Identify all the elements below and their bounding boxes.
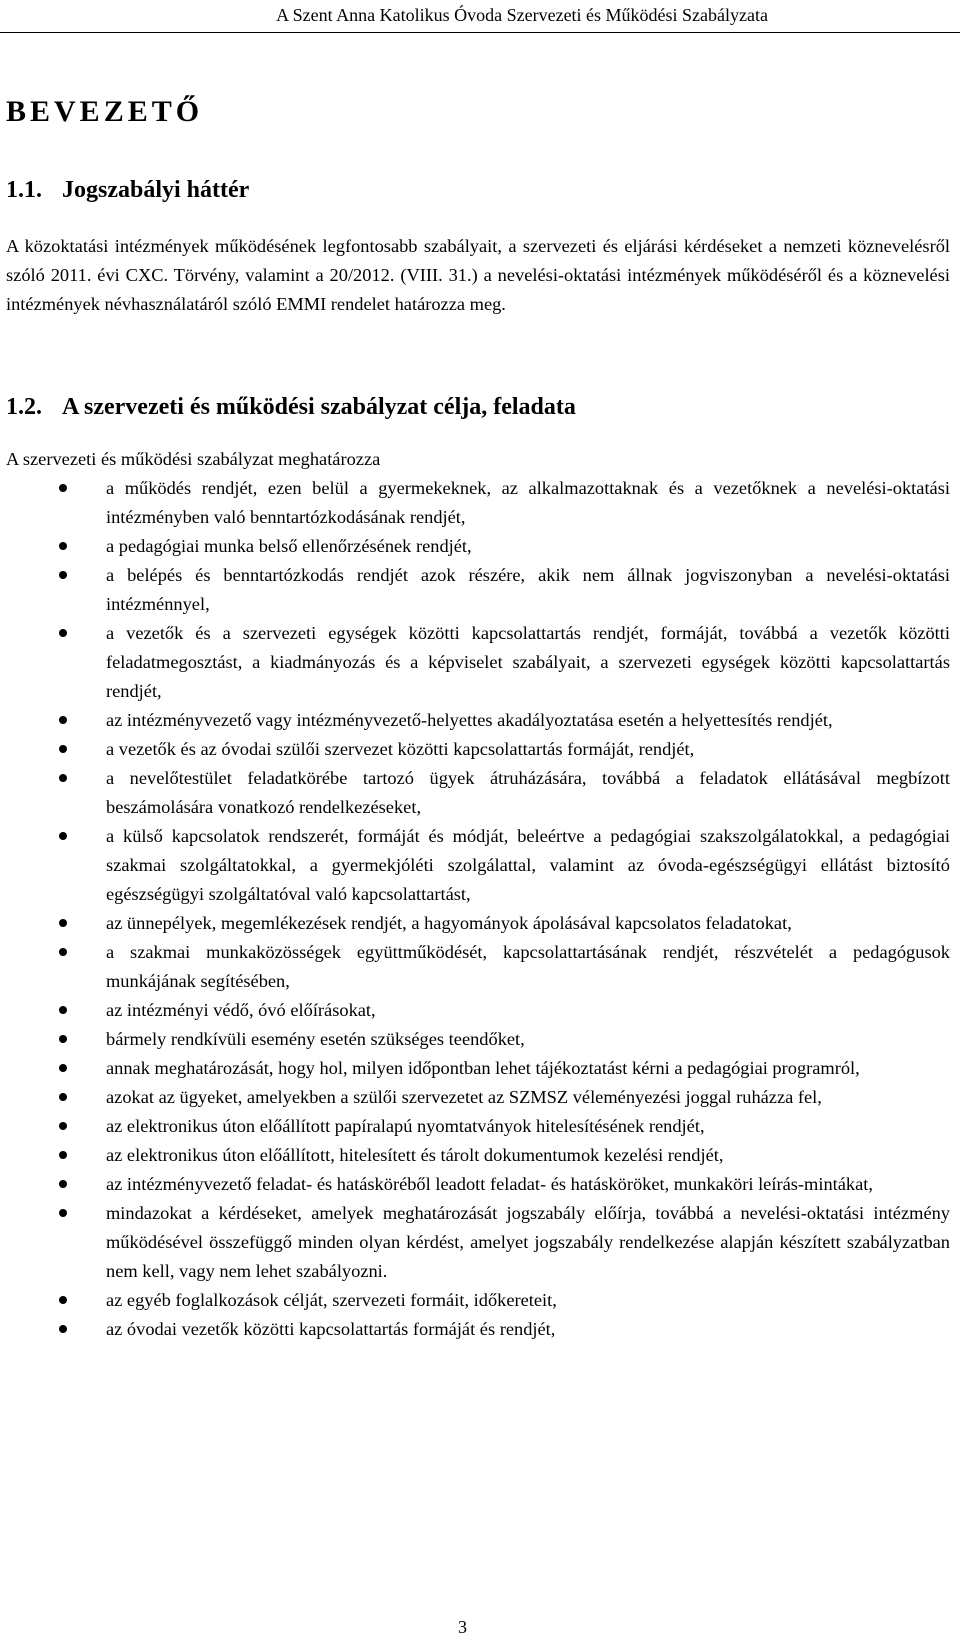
page-title: BEVEZETŐ <box>6 95 204 128</box>
list-item <box>0 1170 950 1199</box>
list-item-text: a szakmai munkaközösségek együttműködését, kapcsolattartásának rendjét, részvételét a pedagógusok munkájának segítésében, <box>106 942 950 991</box>
list-item-text: a pedagógiai munka belső ellenőrzésének rendjét, <box>106 536 472 556</box>
header-rule <box>0 32 960 33</box>
list-item-text: az intézményi védő, óvó előírásokat, <box>106 1000 376 1020</box>
bullet-list <box>0 474 960 1344</box>
list-item <box>0 1054 950 1083</box>
list-item-text: az elektronikus úton előállított, hitelesített és tárolt dokumentumok kezelési rendjét, <box>106 1145 724 1165</box>
list-item-text: a vezetők és a szervezeti egységek közötti kapcsolattartás rendjét, formáját, továbbá a vezetők közötti feladatmegosztást, a kiadmányozás és a képviselet szabályait, a szervezeti egységek közötti kapcsolattartás rendjét, <box>106 623 950 701</box>
list-item <box>0 1315 950 1344</box>
section-title: A szervezeti és működési szabályzat célja, feladata <box>62 394 576 420</box>
bullet-icon <box>59 1064 67 1072</box>
bullet-icon <box>59 948 67 956</box>
list-item <box>0 1199 950 1286</box>
list-item-text: azokat az ügyeket, amelyekben a szülői szervezetet az SZMSZ véleményezési joggal ruházza fel, <box>106 1087 822 1107</box>
bullet-icon <box>59 1296 67 1304</box>
bullet-icon <box>59 774 67 782</box>
list-item <box>0 619 950 706</box>
bullet-icon <box>59 1325 67 1333</box>
list-item <box>0 909 950 938</box>
list-item-text: bármely rendkívüli esemény esetén szükséges teendőket, <box>106 1029 525 1049</box>
list-item <box>0 1083 950 1112</box>
bullet-icon <box>59 716 67 724</box>
bullet-icon <box>59 1180 67 1188</box>
list-item-text: a külső kapcsolatok rendszerét, formáját és módját, beleértve a pedagógiai szakszolgálatokkal, a pedagógiai szakmai szolgáltatokkal, a gyermekjóléti szolgálattal, valamint az óvoda-egészségügyi ellátást biztosító egészségügyi szolgáltatóval való kapcsolattartást, <box>106 826 950 904</box>
list-intro: A szervezeti és működési szabályzat meghatározza <box>6 449 381 469</box>
list-item <box>0 938 950 996</box>
list-item-text: az intézményvezető feladat- és hatásköréből leadott feladat- és hatásköröket, munkaköri leírás-mintákat, <box>106 1174 873 1194</box>
list-item-text: az óvodai vezetők közötti kapcsolattartás formáját és rendjét, <box>106 1319 556 1339</box>
bullet-icon <box>59 1122 67 1130</box>
list-item <box>0 532 950 561</box>
list-item-text: a belépés és benntartózkodás rendjét azok részére, akik nem állnak jogviszonyban a nevelési-oktatási intézménnyel, <box>106 565 950 614</box>
section-title: Jogszabályi háttér <box>62 177 250 203</box>
list-item <box>0 996 950 1025</box>
bullet-icon <box>59 919 67 927</box>
list-item-text: mindazokat a kérdéseket, amelyek meghatározását jogszabály előírja, továbbá a nevelési-oktatási intézmény működésével összefüggő minden olyan kérdést, amelyet jogszabály rendelkezése alapján készített szabályzatban nem kell, vagy nem lehet szabályozni. <box>106 1203 950 1281</box>
list-item-text: az egyéb foglalkozások célját, szervezeti formáit, időkereteit, <box>106 1290 557 1310</box>
bullet-icon <box>59 1209 67 1217</box>
bullet-icon <box>59 542 67 550</box>
bullet-icon <box>59 629 67 637</box>
list-item <box>0 822 950 909</box>
list-item-text: annak meghatározását, hogy hol, milyen időpontban lehet tájékoztatást kérni a pedagógiai programról, <box>106 1058 860 1078</box>
bullet-icon <box>59 745 67 753</box>
section-number: 1.1. <box>6 177 42 203</box>
section-heading-1-2 <box>6 391 576 423</box>
bullet-icon <box>59 1035 67 1043</box>
list-item <box>0 764 950 822</box>
section-heading-1-1 <box>6 174 249 206</box>
list-item-text: az intézményvezető vagy intézményvezető-helyettes akadályoztatása esetén a helyettesítés rendjét, <box>106 710 833 730</box>
list-item-text: a működés rendjét, ezen belül a gyermekeknek, az alkalmazottaknak és a vezetőknek a nevelési-oktatási intézményben való benntartózkodásának rendjét, <box>106 478 950 527</box>
page-number: 3 <box>458 1617 467 1637</box>
list-item-text: a vezetők és az óvodai szülői szervezet közötti kapcsolattartás formáját, rendjét, <box>106 739 695 759</box>
list-item <box>0 1286 950 1315</box>
list-item <box>0 561 950 619</box>
list-item <box>0 1141 950 1170</box>
list-item-text: az ünnepélyek, megemlékezések rendjét, a hagyományok ápolásával kapcsolatos feladatokat, <box>106 913 792 933</box>
bullet-icon <box>59 484 67 492</box>
running-header: A Szent Anna Katolikus Óvoda Szervezeti és Működési Szabályzata <box>276 5 768 25</box>
section-paragraph: A közoktatási intézmények működésének legfontosabb szabályait, a szervezeti és eljárási kérdéseket a nemzeti köznevelésről szóló 2011. évi CXC. Törvény, valamint a 20/2012. (VIII. 31.) a nevelési-oktatási intézmények működéséről és a köznevelési intézmények névhasználatáról szóló EMMI rendelet határozza meg. <box>6 236 950 314</box>
list-item-text: a nevelőtestület feladatkörébe tartozó ügyek átruházására, továbbá a feladatok ellátásával megbízott beszámolására vonatkozó rendelkezéseket, <box>106 768 950 817</box>
list-item <box>0 706 950 735</box>
list-item <box>0 735 950 764</box>
section-number: 1.2. <box>6 394 42 420</box>
list-item <box>0 1112 950 1141</box>
bullet-icon <box>59 1151 67 1159</box>
bullet-icon <box>59 1093 67 1101</box>
bullet-icon <box>59 832 67 840</box>
list-item <box>0 1025 950 1054</box>
list-item-text: az elektronikus úton előállított papíralapú nyomtatványok hitelesítésének rendjét, <box>106 1116 705 1136</box>
list-item <box>0 474 950 532</box>
bullet-icon <box>59 1006 67 1014</box>
bullet-icon <box>59 571 67 579</box>
